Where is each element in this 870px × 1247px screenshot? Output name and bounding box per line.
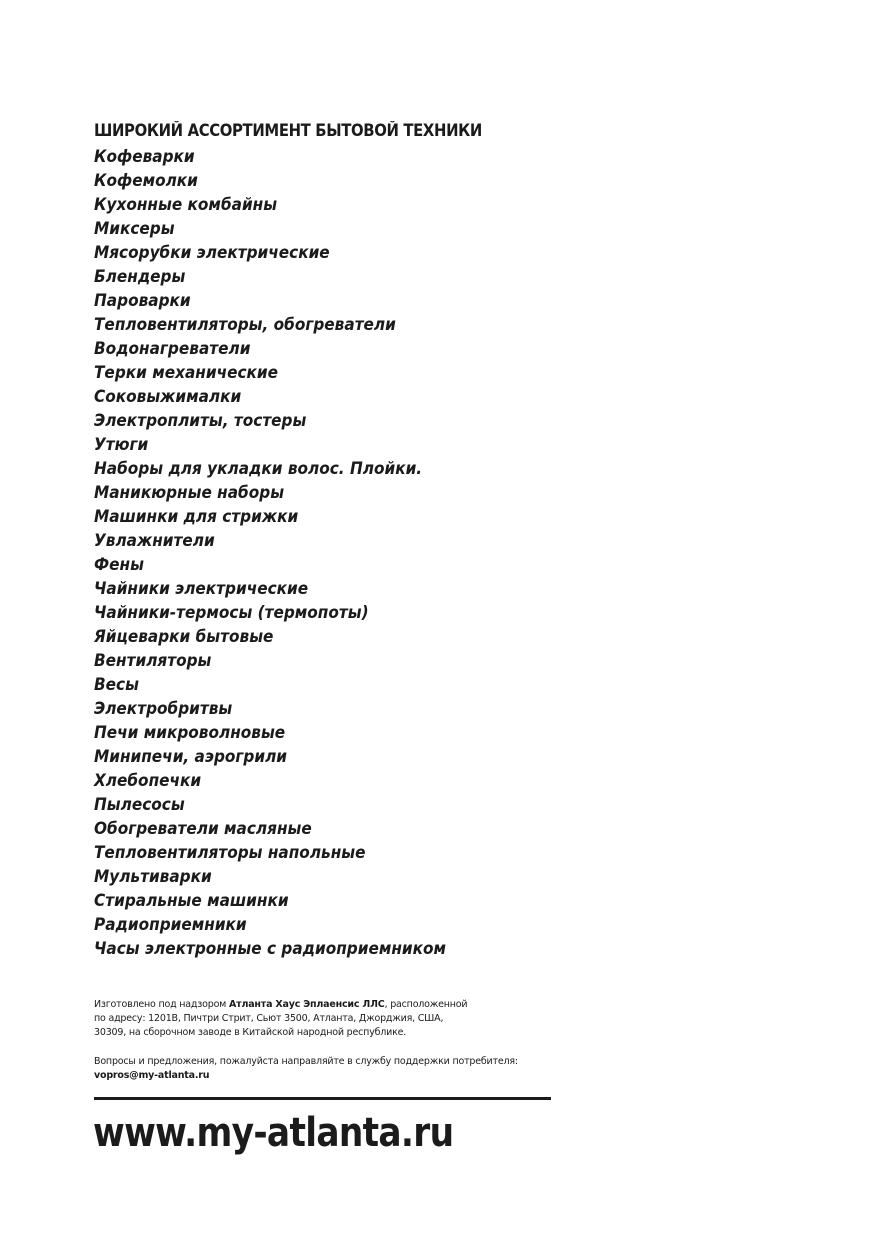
manufacturer-prefix: Изготовлено под надзором (94, 999, 227, 1010)
list-item: Минипечи, аэрогрили (94, 747, 288, 767)
list-item: Стиральные машинки (94, 891, 289, 911)
list-item: Обогреватели масляные (94, 819, 312, 839)
support-notice (94, 1055, 564, 1083)
list-item: Кофемолки (94, 171, 198, 191)
list-item: Чайники электрические (94, 579, 309, 599)
list-item: Пароварки (94, 291, 191, 311)
support-text: Вопросы и предложения, пожалуйста направляйте в службу поддержки потребителя: (94, 1056, 518, 1067)
list-item: Чайники-термосы (термопоты) (94, 603, 369, 623)
list-item: Яйцеварки бытовые (94, 627, 274, 647)
list-item: Радиоприемники (94, 915, 247, 935)
list-item: Тепловентиляторы, обогреватели (94, 315, 396, 335)
manufacturer-address: по адресу: 1201В, Пичтри Стрит, Сьют 3500, Атланта, Джорджия, США, (94, 1013, 444, 1024)
list-item: Блендеры (94, 267, 186, 287)
list-item: Электроплиты, тостеры (94, 411, 307, 431)
manufacturer-line-1 (94, 998, 564, 1012)
list-item: Вентиляторы (94, 651, 212, 671)
list-item: Мультиварки (94, 867, 212, 887)
list-item: Терки механические (94, 363, 279, 383)
list-item: Тепловентиляторы напольные (94, 843, 366, 863)
list-item: Хлебопечки (94, 771, 202, 791)
list-item: Пылесосы (94, 795, 185, 815)
website-url: www.my-atlanta.ru (93, 1110, 454, 1156)
list-item: Машинки для стрижки (94, 507, 299, 527)
list-item: Печи микроволновые (94, 723, 286, 743)
list-item: Водонагреватели (94, 339, 251, 359)
list-item: Миксеры (94, 219, 175, 239)
divider (94, 1097, 551, 1100)
manufacturer-suffix: , расположенной (384, 999, 468, 1010)
list-item: Соковыжималки (94, 387, 242, 407)
page-heading: ШИРОКИЙ АССОРТИМЕНТ БЫТОВОЙ ТЕХНИКИ (94, 121, 482, 140)
product-list (94, 145, 485, 961)
list-item: Весы (94, 675, 139, 695)
support-email: vopros@my-atlanta.ru (94, 1070, 210, 1081)
list-item: Часы электронные с радиоприемником (94, 939, 447, 959)
list-item: Маникюрные наборы (94, 483, 285, 503)
list-item: Кофеварки (94, 147, 195, 167)
manufacturer-company: Атланта Хаус Эплаенсис ЛЛС (228, 999, 385, 1010)
list-item: Утюги (94, 435, 149, 455)
list-item: Увлажнители (94, 531, 215, 551)
list-item: Мясорубки электрические (94, 243, 330, 263)
list-item: Наборы для укладки волос. Плойки. (94, 459, 423, 479)
manufacturer-factory: 30309, на сборочном заводе в Китайской народной республике. (94, 1027, 407, 1038)
list-item: Фены (94, 555, 144, 575)
manufacturer-notice (94, 998, 564, 1040)
list-item: Кухонные комбайны (94, 195, 278, 215)
list-item: Электробритвы (94, 699, 233, 719)
